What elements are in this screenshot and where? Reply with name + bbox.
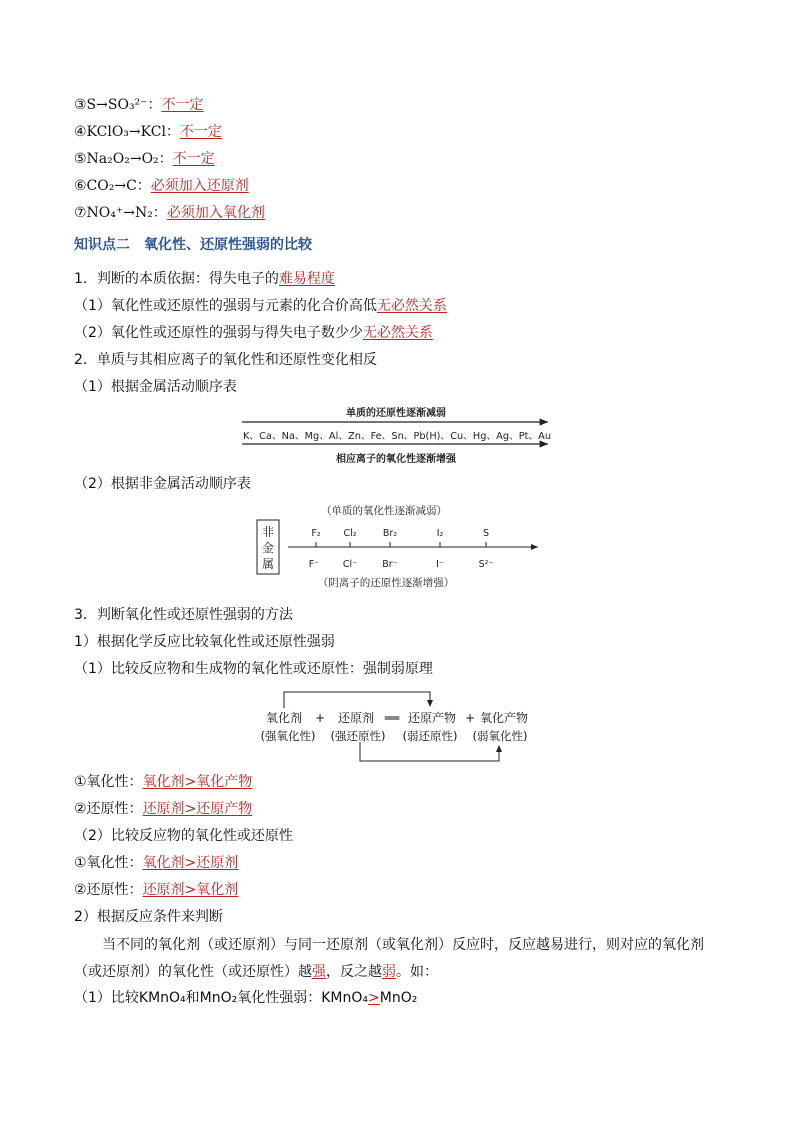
- body-paragraph: 当不同的氧化剂（或还原剂）与同一还原剂（或氧化剂）反应时，反应越易进行，则对应的氧化剂（或还原剂）的氧化性（或还原性）越强，反之越弱。如：: [74, 937, 704, 980]
- comparison-row: ①氧化性：氧化剂>氧化产物: [74, 774, 253, 790]
- metal-series: K、Ca、Na、Mg、Al、Zn、Fe、Sn、Pb(H)、Cu、Hg、Ag、Pt、Au: [243, 431, 551, 442]
- list-item: ③S→SO₃²⁻：不一定: [74, 97, 204, 113]
- section-title: 知识点二 氧化性、还原性强弱的比较: [74, 237, 312, 253]
- term-plus: +: [464, 711, 476, 725]
- answer-blank: 不一定: [161, 97, 204, 113]
- metal-top-label: 单质的还原性逐渐减弱: [346, 408, 446, 419]
- paragraph: 2）根据反应条件来判断: [74, 909, 223, 925]
- ion-label: F⁻: [308, 559, 320, 570]
- nonmetal-activity-diagram: [256, 500, 546, 595]
- answer-blank: 无必然关系: [362, 325, 433, 341]
- element-label: I₂: [436, 528, 444, 539]
- top-bracket-arrow: [284, 692, 430, 708]
- nonmetal-ticks: [316, 542, 486, 547]
- note-weak-oxidizing: (弱氧化性): [472, 729, 528, 743]
- note-weak-reducing: (弱还原性): [402, 729, 458, 743]
- nonmetal-box-char: 属: [261, 557, 275, 571]
- answer-blank: >: [368, 990, 380, 1006]
- term-oxidant: 氧化剂: [265, 711, 303, 725]
- paragraph: 3．判断氧化性或还原性强弱的方法: [74, 607, 293, 623]
- paragraph: （1）比较KMnO₄和MnO₂氧化性强弱：KMnO₄>MnO₂: [74, 990, 418, 1006]
- nonmetal-top-label: （单质的氧化性逐渐减弱）: [321, 505, 447, 517]
- bottom-bracket-arrow: [360, 742, 499, 761]
- paragraph: 1）根据化学反应比较氧化性或还原性强弱: [74, 634, 335, 650]
- paragraph: （2）比较反应物的氧化性或还原性: [74, 828, 293, 844]
- ion-label: Br⁻: [382, 559, 398, 570]
- list-item: ⑦NO₄⁺→N₂：必须加入氧化剂: [74, 205, 265, 221]
- answer-blank: 难易程度: [278, 271, 335, 287]
- answer-blank: 必须加入还原剂: [150, 178, 249, 194]
- list-item: ④KClO₃→KCl：不一定: [74, 124, 222, 140]
- metal-activity-diagram: [238, 402, 558, 468]
- ion-label: I⁻: [436, 559, 444, 570]
- term-reductant: 还原剂: [337, 711, 375, 725]
- nonmetal-box-char: 非: [261, 525, 275, 539]
- paragraph: 2．单质与其相应离子的氧化性和还原性变化相反: [74, 352, 377, 368]
- answer-blank: 无必然关系: [376, 298, 447, 314]
- comparison-row: ②还原性：还原剂>还原产物: [74, 801, 253, 817]
- term-plus: +: [314, 711, 326, 725]
- note-strong-oxidizing: (强氧化性): [260, 729, 316, 743]
- term-oxidation-product: 氧化产物: [479, 711, 529, 725]
- list-item: ⑥CO₂→C：必须加入还原剂: [74, 178, 249, 194]
- ion-label: S²⁻: [478, 559, 494, 570]
- comparison-row: ②还原性：还原剂>氧化剂: [74, 882, 239, 898]
- term-reduction-product: 还原产物: [407, 711, 457, 725]
- nonmetal-bottom-label: （阴离子的还原性逐渐增强）: [317, 577, 455, 589]
- list-item: ⑤Na₂O₂→O₂：不一定: [74, 151, 215, 167]
- nonmetal-box-char: 金: [261, 541, 275, 555]
- metal-bottom-label: 相应离子的氧化性逐渐增强: [336, 454, 456, 465]
- paragraph: （2）根据非金属活动顺序表: [74, 476, 251, 492]
- paragraph: （1）根据金属活动顺序表: [74, 379, 237, 395]
- note-strong-reducing: (强还原性): [330, 729, 386, 743]
- element-label: F₂: [311, 528, 321, 539]
- element-label: S: [482, 528, 490, 539]
- paragraph: （1）比较反应物和生成物的氧化性或还原性：强制弱原理: [74, 661, 433, 677]
- answer-blank: 不一定: [179, 124, 222, 140]
- comparison-row: ①氧化性：氧化剂>还原剂: [74, 855, 239, 871]
- reaction-diagram: [254, 684, 544, 768]
- paragraph: （2）氧化性或还原性的强弱与得失电子数少少无必然关系: [74, 325, 433, 341]
- element-label: Cl₂: [343, 528, 357, 539]
- answer-blank: 不一定: [172, 151, 215, 167]
- answer-blank: 必须加入氧化剂: [166, 205, 265, 221]
- paragraph: （1）氧化性或还原性的强弱与元素的化合价高低无必然关系: [74, 298, 447, 314]
- element-label: Br₂: [382, 528, 398, 539]
- term-equals: ══: [384, 711, 400, 725]
- paragraph: 1．判断的本质依据：得失电子的难易程度: [74, 271, 335, 287]
- ion-label: Cl⁻: [342, 559, 358, 570]
